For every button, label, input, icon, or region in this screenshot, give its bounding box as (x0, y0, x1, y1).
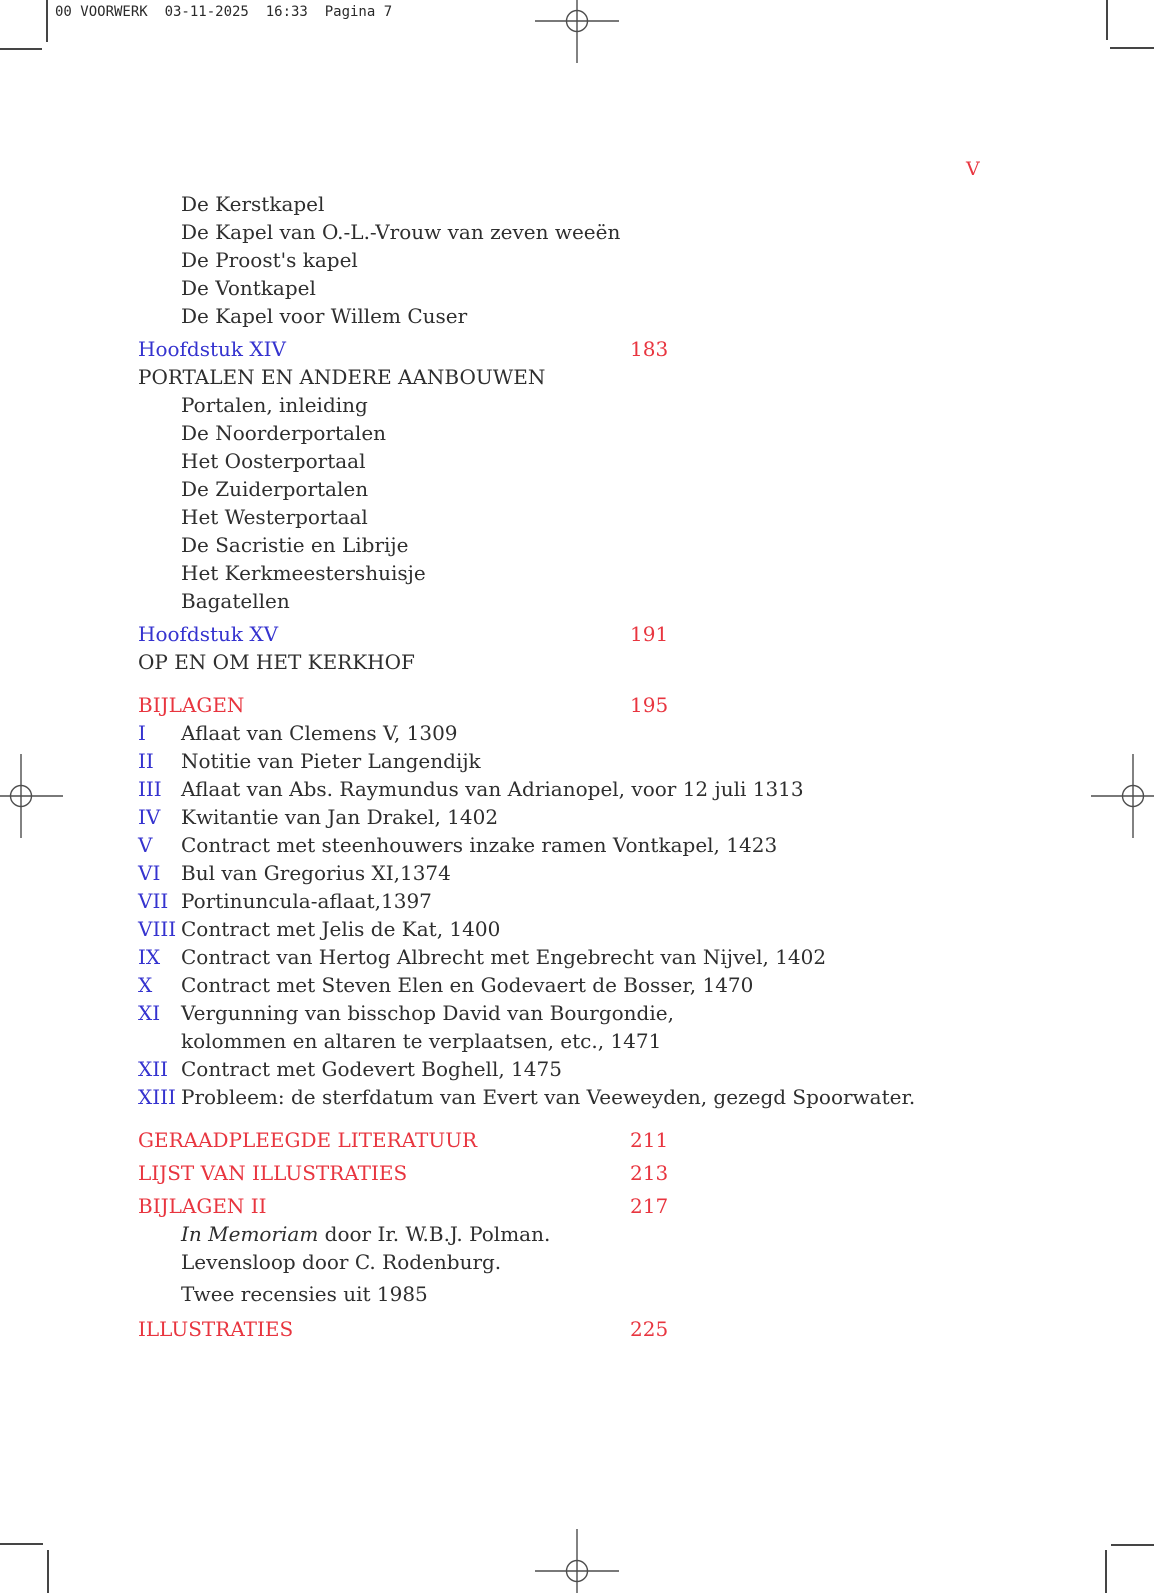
toc-entry-text: De Kapel voor Willem Cuser (181, 304, 468, 328)
toc-entry-text: De Kapel van O.-L.-Vrouw van zeven weeën (181, 220, 621, 244)
appendix-title: Kwitantie van Jan Drakel, 1402 (181, 805, 499, 829)
page-number: 183 (630, 337, 669, 361)
toc-row-red (138, 1192, 1038, 1220)
toc-entry-text: Bagatellen (181, 589, 290, 613)
appendix-numeral: VI (138, 861, 161, 885)
toc-row-app (138, 1083, 1038, 1111)
crop-mark-bottom-left-vertical (47, 1550, 49, 1593)
appendix-numeral: I (138, 721, 146, 745)
toc-entry-text: Het Kerkmeestershuisje (181, 561, 426, 585)
section-label: BIJLAGEN (138, 693, 245, 717)
toc-row-app (138, 831, 1038, 859)
toc-entry-text: De Kerstkapel (181, 192, 325, 216)
toc-row-app (138, 803, 1038, 831)
appendix-title: Vergunning van bisschop David van Bourgondie, (181, 1001, 674, 1025)
toc-row-app (138, 719, 1038, 747)
appendix-title: Contract met Godevert Boghell, 1475 (181, 1057, 562, 1081)
toc-row-chapter (138, 335, 1038, 363)
appendix-title: Contract met Jelis de Kat, 1400 (181, 917, 501, 941)
registration-mark-left-middle (0, 751, 66, 841)
appendix-numeral: VII (138, 889, 169, 913)
crop-mark-top-left-vertical (46, 0, 48, 42)
appendix-title: Portinuncula-aflaat,1397 (181, 889, 432, 913)
chapter-title: OP EN OM HET KERKHOF (138, 650, 415, 674)
toc-row-app (138, 1055, 1038, 1083)
entry-title-italic: In Memoriam (181, 1222, 319, 1246)
toc-row-memoriam (138, 1220, 1038, 1248)
crop-mark-bottom-right-vertical (1105, 1550, 1107, 1593)
chapter-title: PORTALEN EN ANDERE AANBOUWEN (138, 365, 546, 389)
toc-entry-text: Portalen, inleiding (181, 393, 368, 417)
page-roman-numeral: V (966, 158, 980, 180)
toc-row-app (138, 747, 1038, 775)
toc-row-sub (138, 218, 1038, 246)
toc-row-red (138, 1159, 1038, 1187)
registration-mark-right-middle (1088, 751, 1154, 841)
toc-row-red (138, 691, 1038, 719)
section-label: ILLUSTRATIES (138, 1317, 294, 1341)
toc-row-sub (138, 587, 1038, 615)
toc-row-app (138, 943, 1038, 971)
entry-title-rest: door Ir. W.B.J. Polman. (318, 1222, 551, 1246)
toc-row-sub (138, 447, 1038, 475)
appendix-title: Aflaat van Clemens V, 1309 (181, 721, 458, 745)
page-number: 225 (630, 1317, 669, 1341)
toc-row-sub (138, 391, 1038, 419)
toc-entry-text: Twee recensies uit 1985 (181, 1282, 428, 1306)
toc-rows (138, 190, 1038, 1343)
toc-row-red (138, 1315, 1038, 1343)
toc-row-app (138, 971, 1038, 999)
crop-mark-bottom-right-horizontal (1111, 1544, 1154, 1546)
toc-row-sub (138, 419, 1038, 447)
toc-entry-text: De Vontkapel (181, 276, 316, 300)
toc-row-title (138, 363, 1038, 391)
appendix-numeral: XIII (138, 1085, 176, 1109)
toc-entry-text: kolommen en altaren te verplaatsen, etc., 1471 (181, 1029, 662, 1053)
page-number: 213 (630, 1161, 669, 1185)
appendix-numeral: V (138, 833, 153, 857)
toc-row-app (138, 915, 1038, 943)
appendix-title: Contract met Steven Elen en Godevaert de Bosser, 1470 (181, 973, 754, 997)
appendix-title: Contract van Hertog Albrecht met Engebrecht van Nijvel, 1402 (181, 945, 827, 969)
toc-row-sub (138, 559, 1038, 587)
appendix-numeral: VIII (138, 917, 177, 941)
crop-mark-top-right-vertical (1106, 0, 1108, 40)
appendix-numeral: XII (138, 1057, 169, 1081)
toc-entry-text: De Proost's kapel (181, 248, 358, 272)
appendix-numeral: XI (138, 1001, 161, 1025)
section-label: GERAADPLEEGDE LITERATUUR (138, 1128, 478, 1152)
toc-row-appcont (138, 1027, 1038, 1055)
appendix-numeral: IX (138, 945, 161, 969)
crop-mark-top-right-horizontal (1110, 47, 1154, 49)
appendix-numeral: II (138, 749, 154, 773)
toc-row-app (138, 887, 1038, 915)
appendix-title: Notitie van Pieter Langendijk (181, 749, 481, 773)
appendix-numeral: III (138, 777, 162, 801)
toc-entry-text: De Zuiderportalen (181, 477, 369, 501)
chapter-label: Hoofdstuk XV (138, 622, 279, 646)
appendix-title: Contract met steenhouwers inzake ramen Vontkapel, 1423 (181, 833, 778, 857)
toc-row-app (138, 775, 1038, 803)
section-label: BIJLAGEN II (138, 1194, 267, 1218)
toc-row-sub (138, 531, 1038, 559)
appendix-title: Bul van Gregorius XI,1374 (181, 861, 451, 885)
page-number: 217 (630, 1194, 669, 1218)
crop-mark-bottom-left-horizontal (0, 1543, 43, 1545)
toc-row-sub (138, 475, 1038, 503)
appendix-title: Probleem: de sterfdatum van Evert van Veeweyden, gezegd Spoorwater. (181, 1085, 916, 1109)
toc-entry-text: Het Westerportaal (181, 505, 368, 529)
table-of-contents (138, 190, 1038, 1343)
page-number: 191 (630, 622, 669, 646)
toc-entry-text: De Sacristie en Librije (181, 533, 409, 557)
toc-row-sub (138, 274, 1038, 302)
toc-row-app (138, 859, 1038, 887)
toc-row-sub (138, 302, 1038, 330)
toc-row-sub (138, 1248, 1038, 1276)
toc-row-chapter (138, 620, 1038, 648)
toc-row-sub (138, 246, 1038, 274)
proof-header-text: 00 VOORWERK 03-11-2025 16:33 Pagina 7 (55, 4, 393, 20)
toc-row-sub (138, 190, 1038, 218)
appendix-numeral: X (138, 973, 153, 997)
toc-entry-text: De Noorderportalen (181, 421, 387, 445)
page-number: 211 (630, 1128, 669, 1152)
toc-entry-text: Het Oosterportaal (181, 449, 366, 473)
toc-row-sub (138, 503, 1038, 531)
toc-row-red (138, 1126, 1038, 1154)
toc-entry-text: Levensloop door C. Rodenburg. (181, 1250, 502, 1274)
appendix-title: Aflaat van Abs. Raymundus van Adrianopel, voor 12 juli 1313 (181, 777, 804, 801)
registration-mark-top-center (532, 0, 622, 66)
toc-row-sub (138, 1280, 1038, 1308)
registration-mark-bottom-center (532, 1526, 622, 1593)
chapter-label: Hoofdstuk XIV (138, 337, 286, 361)
page-number: 195 (630, 693, 669, 717)
appendix-numeral: IV (138, 805, 161, 829)
toc-row-app (138, 999, 1038, 1027)
toc-row-title (138, 648, 1038, 676)
crop-mark-top-left-horizontal (0, 48, 42, 50)
section-label: LIJST VAN ILLUSTRATIES (138, 1161, 408, 1185)
